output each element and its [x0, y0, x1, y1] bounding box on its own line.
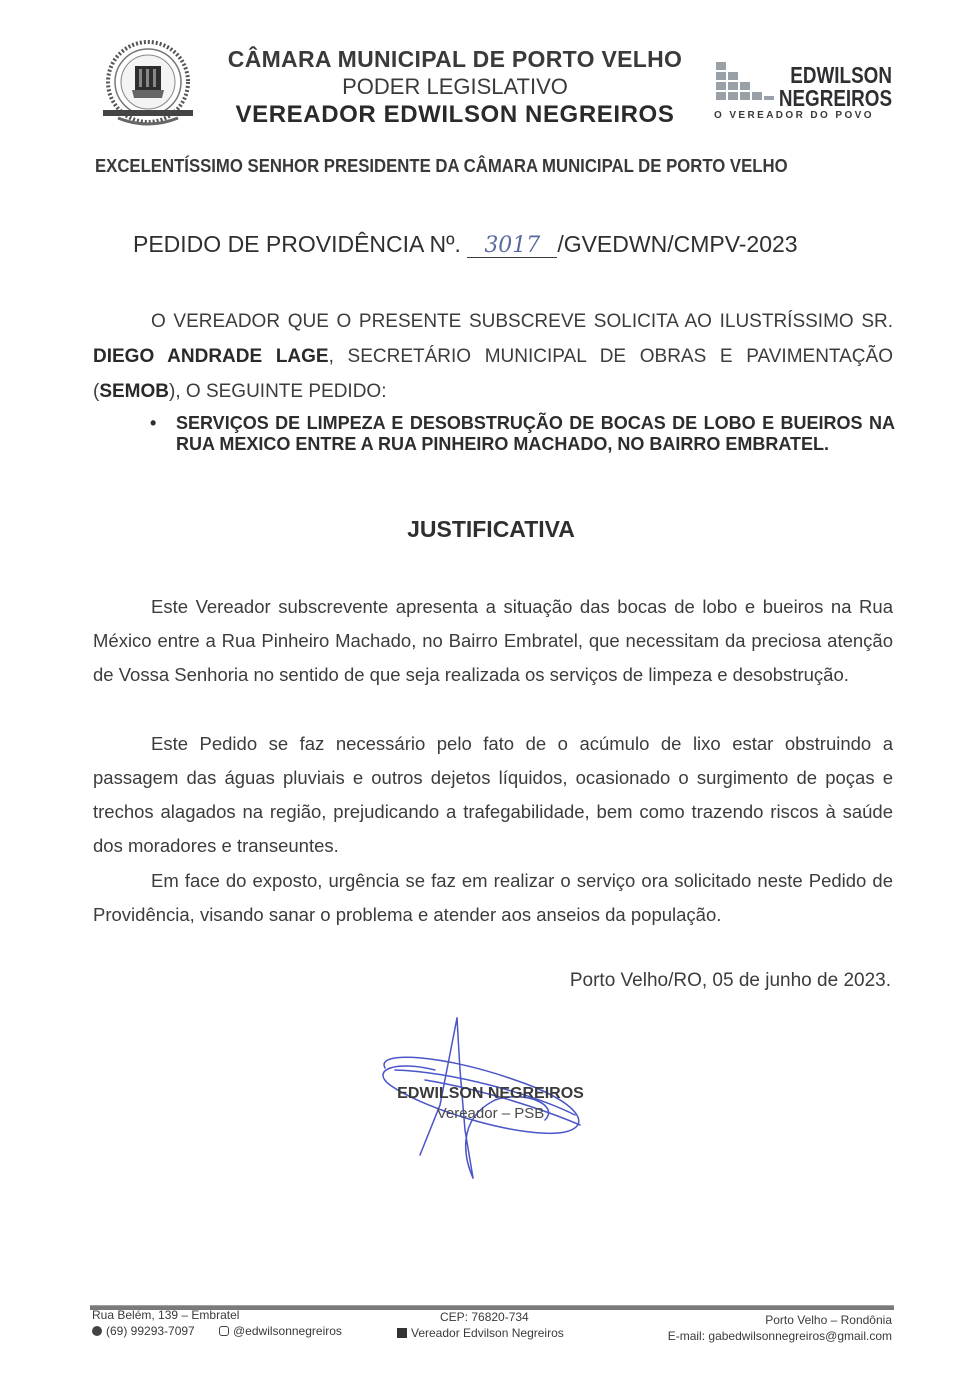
intro-text-1: O VEREADOR QUE O PRESENTE SUBSCREVE SOLICITA AO ILUSTRÍSSIMO SR. [151, 311, 893, 332]
councilor-logo [712, 58, 894, 128]
request-title [133, 231, 798, 258]
bullet-icon: • [150, 413, 157, 433]
request-number: 3017 [467, 235, 557, 258]
paragraph-text: Este Vereador subscrevente apresenta a situação das bocas de lobo e bueiros na Rua México entre a Rua Pinheiro Machado, no Bairro Embratel, que necessitam da preciosa atenção de Vossa Senhoria no sentido de que seja realizada os serviços de limpeza e desobstrução. [93, 596, 893, 685]
whatsapp-icon [92, 1326, 102, 1336]
footer-facebook [397, 1326, 564, 1340]
paragraph-text: Em face do exposto, urgência se faz em realizar o serviço ora solicitado neste Pedido de Providência, visando sanar o problema e atender aos anseios da população. [93, 870, 893, 925]
header-chamber-name: CÂMARA MUNICIPAL DE PORTO VELHO [227, 46, 683, 72]
intro-text-3: ), O SEGUINTE PEDIDO: [169, 381, 387, 402]
municipal-seal-icon [98, 38, 198, 130]
justification-paragraph [93, 590, 893, 692]
secretary-name: DIEGO ANDRADE LAGE [93, 346, 329, 367]
bar-graphic-icon [714, 60, 784, 108]
footer-address: Rua Belém, 139 – Embratel [92, 1308, 240, 1322]
request-item-text: SERVIÇOS DE LIMPEZA E DESOBSTRUÇÃO DE BOCAS DE LOBO E BUEIROS NA RUA MEXICO ENTRE A RUA PINHEIRO MACHADO, NO BAIRRO EMBRATEL. [176, 413, 895, 454]
footer-cep: CEP: 76820-734 [440, 1310, 529, 1324]
instagram-handle: @edwilsonnegreiros [233, 1324, 342, 1338]
footer-phone [92, 1324, 195, 1338]
footer-email: E-mail: gabedwilsonnegreiros@gmail.com [667, 1329, 892, 1343]
footer-city: Porto Velho – Rondônia [765, 1313, 892, 1327]
document-date: Porto Velho/RO, 05 de junho de 2023. [569, 970, 891, 991]
justification-paragraph [93, 864, 893, 932]
instagram-icon [219, 1326, 229, 1336]
justification-title: JUSTIFICATIVA [407, 516, 575, 542]
logo-tagline: O VEREADOR DO POVO [714, 110, 874, 121]
logo-line-2: NEGREIROS [778, 85, 892, 111]
addressee: EXCELENTÍSSIMO SENHOR PRESIDENTE DA CÂMARA MUNICIPAL DE PORTO VELHO [95, 156, 788, 176]
request-prefix: PEDIDO DE PROVIDÊNCIA Nº. [133, 231, 468, 257]
request-suffix: /GVEDWN/CMPV-2023 [557, 231, 798, 257]
secretariat-acronym: SEMOB [99, 381, 170, 402]
signatory-role: Vereador – PSB [436, 1105, 545, 1122]
intro-paragraph [93, 304, 893, 409]
facebook-page: Vereador Edvilson Negreiros [411, 1326, 564, 1340]
paragraph-text: Este Pedido se faz necessário pelo fato de o acúmulo de lixo estar obstruindo a passagem das águas pluviais e outros dejetos líquidos, ocasionado o surgimento de poças e trechos alagados na região, prejudicando a trafegabilidade, bem como trazendo riscos à saúde dos moradores e transeuntes. [93, 733, 893, 856]
signatory-name: EDWILSON NEGREIROS [397, 1085, 584, 1102]
justification-paragraph [93, 727, 893, 863]
header-councilor-name: VEREADOR EDWILSON NEGREIROS [235, 101, 675, 128]
phone-text: (69) 99293-7097 [106, 1324, 195, 1338]
footer-instagram [219, 1324, 342, 1338]
facebook-icon [397, 1328, 407, 1338]
logo-line-1: EDWILSON [790, 62, 892, 88]
request-item [150, 413, 895, 455]
intro-text-2: , SECRETÁRIO MUNICIPAL DE OBRAS E PAVIMENTAÇÃO ( [93, 346, 893, 402]
header-legislative-power: PODER LEGISLATIVO [342, 74, 568, 99]
